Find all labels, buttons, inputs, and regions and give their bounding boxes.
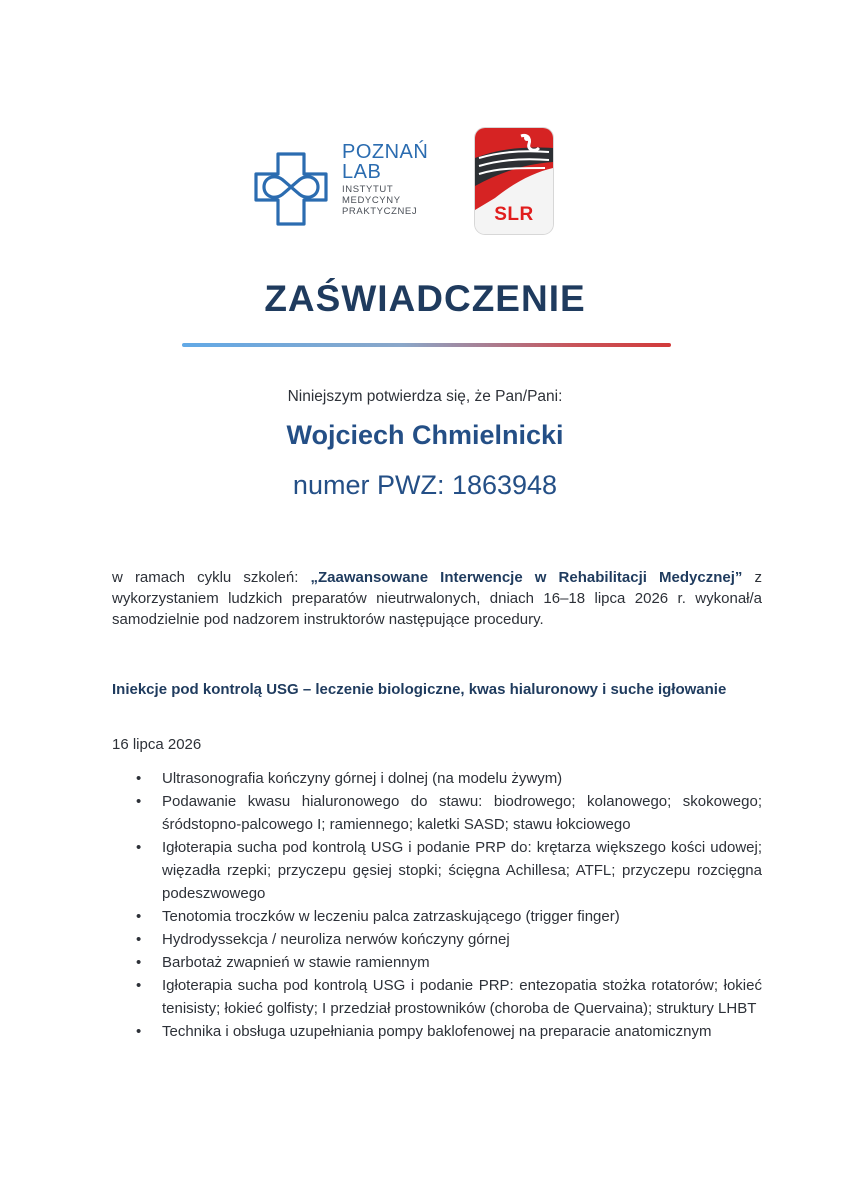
- logo-sub-line1: INSTYTUT: [342, 184, 394, 195]
- logo-name-line1: POZNAŃ: [342, 141, 429, 163]
- section-heading: Iniekcje pod kontrolą USG – leczenie biologiczne, kwas hialuronowy i suche igłowanie: [112, 681, 727, 698]
- logo-sub-line2: MEDYCYNY: [342, 195, 401, 206]
- list-item: • Hydrodyssekcja / neuroliza nerwów kończyny górnej: [112, 928, 762, 951]
- logo-name-line2: LAB: [342, 161, 382, 183]
- medical-cross-icon: [250, 148, 332, 230]
- slr-logo-text: SLR: [494, 204, 534, 225]
- list-item: • Technika i obsługa uzupełniania pompy baklofenowej na preparacie anatomicznym: [112, 1020, 762, 1043]
- body-prefix: w ramach cyklu szkoleń:: [112, 569, 311, 586]
- slr-logo: [475, 128, 553, 234]
- list-item: • Barbotaż zwapnień w stawie ramiennym: [112, 951, 762, 974]
- list-item: • Ultrasonografia kończyny górnej i dolnej (na modelu żywym): [112, 767, 762, 790]
- logo-sub-line3: PRAKTYCZNEJ: [342, 206, 418, 217]
- header-logos: [0, 128, 850, 238]
- procedure-list: [112, 767, 762, 1043]
- poznan-lab-logo: [250, 142, 450, 232]
- pwz-number: numer PWZ: 1863948: [292, 470, 558, 500]
- list-item: • Tenotomia troczków w leczeniu palca zatrzaskującego (trigger finger): [112, 905, 762, 928]
- body-suffix: z wykorzystaniem ludzkich preparatów nieutrwalonych, dniach 16–18 lipca 2026 r. wykonał/a samodzielnie pod nadzorem instruktorów następujące procedury.: [112, 569, 762, 628]
- list-item: • Podawanie kwasu hialuronowego do stawu: biodrowego; kolanowego; skokowego; śródstopno-palcowego I; ramiennego; kaletki SASD; stawu łokciowego: [112, 790, 762, 836]
- list-item: • Igłoterapia sucha pod kontrolą USG i podanie PRP: entezopatia stożka rotatorów; łokieć tenisisty; łokieć golfisty; I przedział prostowników (choroba de Quervaina); struktury LHBT: [112, 974, 762, 1020]
- list-item: • Igłoterapia sucha pod kontrolą USG i podanie PRP do: krętarza większego kości udowej; więzadła rzepki; przyczepu gęsiej stopki; ścięgna Achillesa; ATFL; przyczepu rozcięgna podeszwowego: [112, 836, 762, 905]
- section-date: 16 lipca 2026: [112, 736, 202, 753]
- recipient-name: Wojciech Chmielnicki: [286, 420, 564, 450]
- course-name: „Zaawansowane Interwencje w Rehabilitacji Medycznej”: [310, 569, 743, 586]
- intro-text: Niniejszym potwierdza się, że Pan/Pani:: [287, 388, 563, 405]
- poznan-lab-wordmark: [342, 142, 428, 217]
- page-title: ZAŚWIADCZENIE: [264, 278, 586, 319]
- certificate-body: [112, 567, 762, 630]
- title-divider: [182, 343, 671, 347]
